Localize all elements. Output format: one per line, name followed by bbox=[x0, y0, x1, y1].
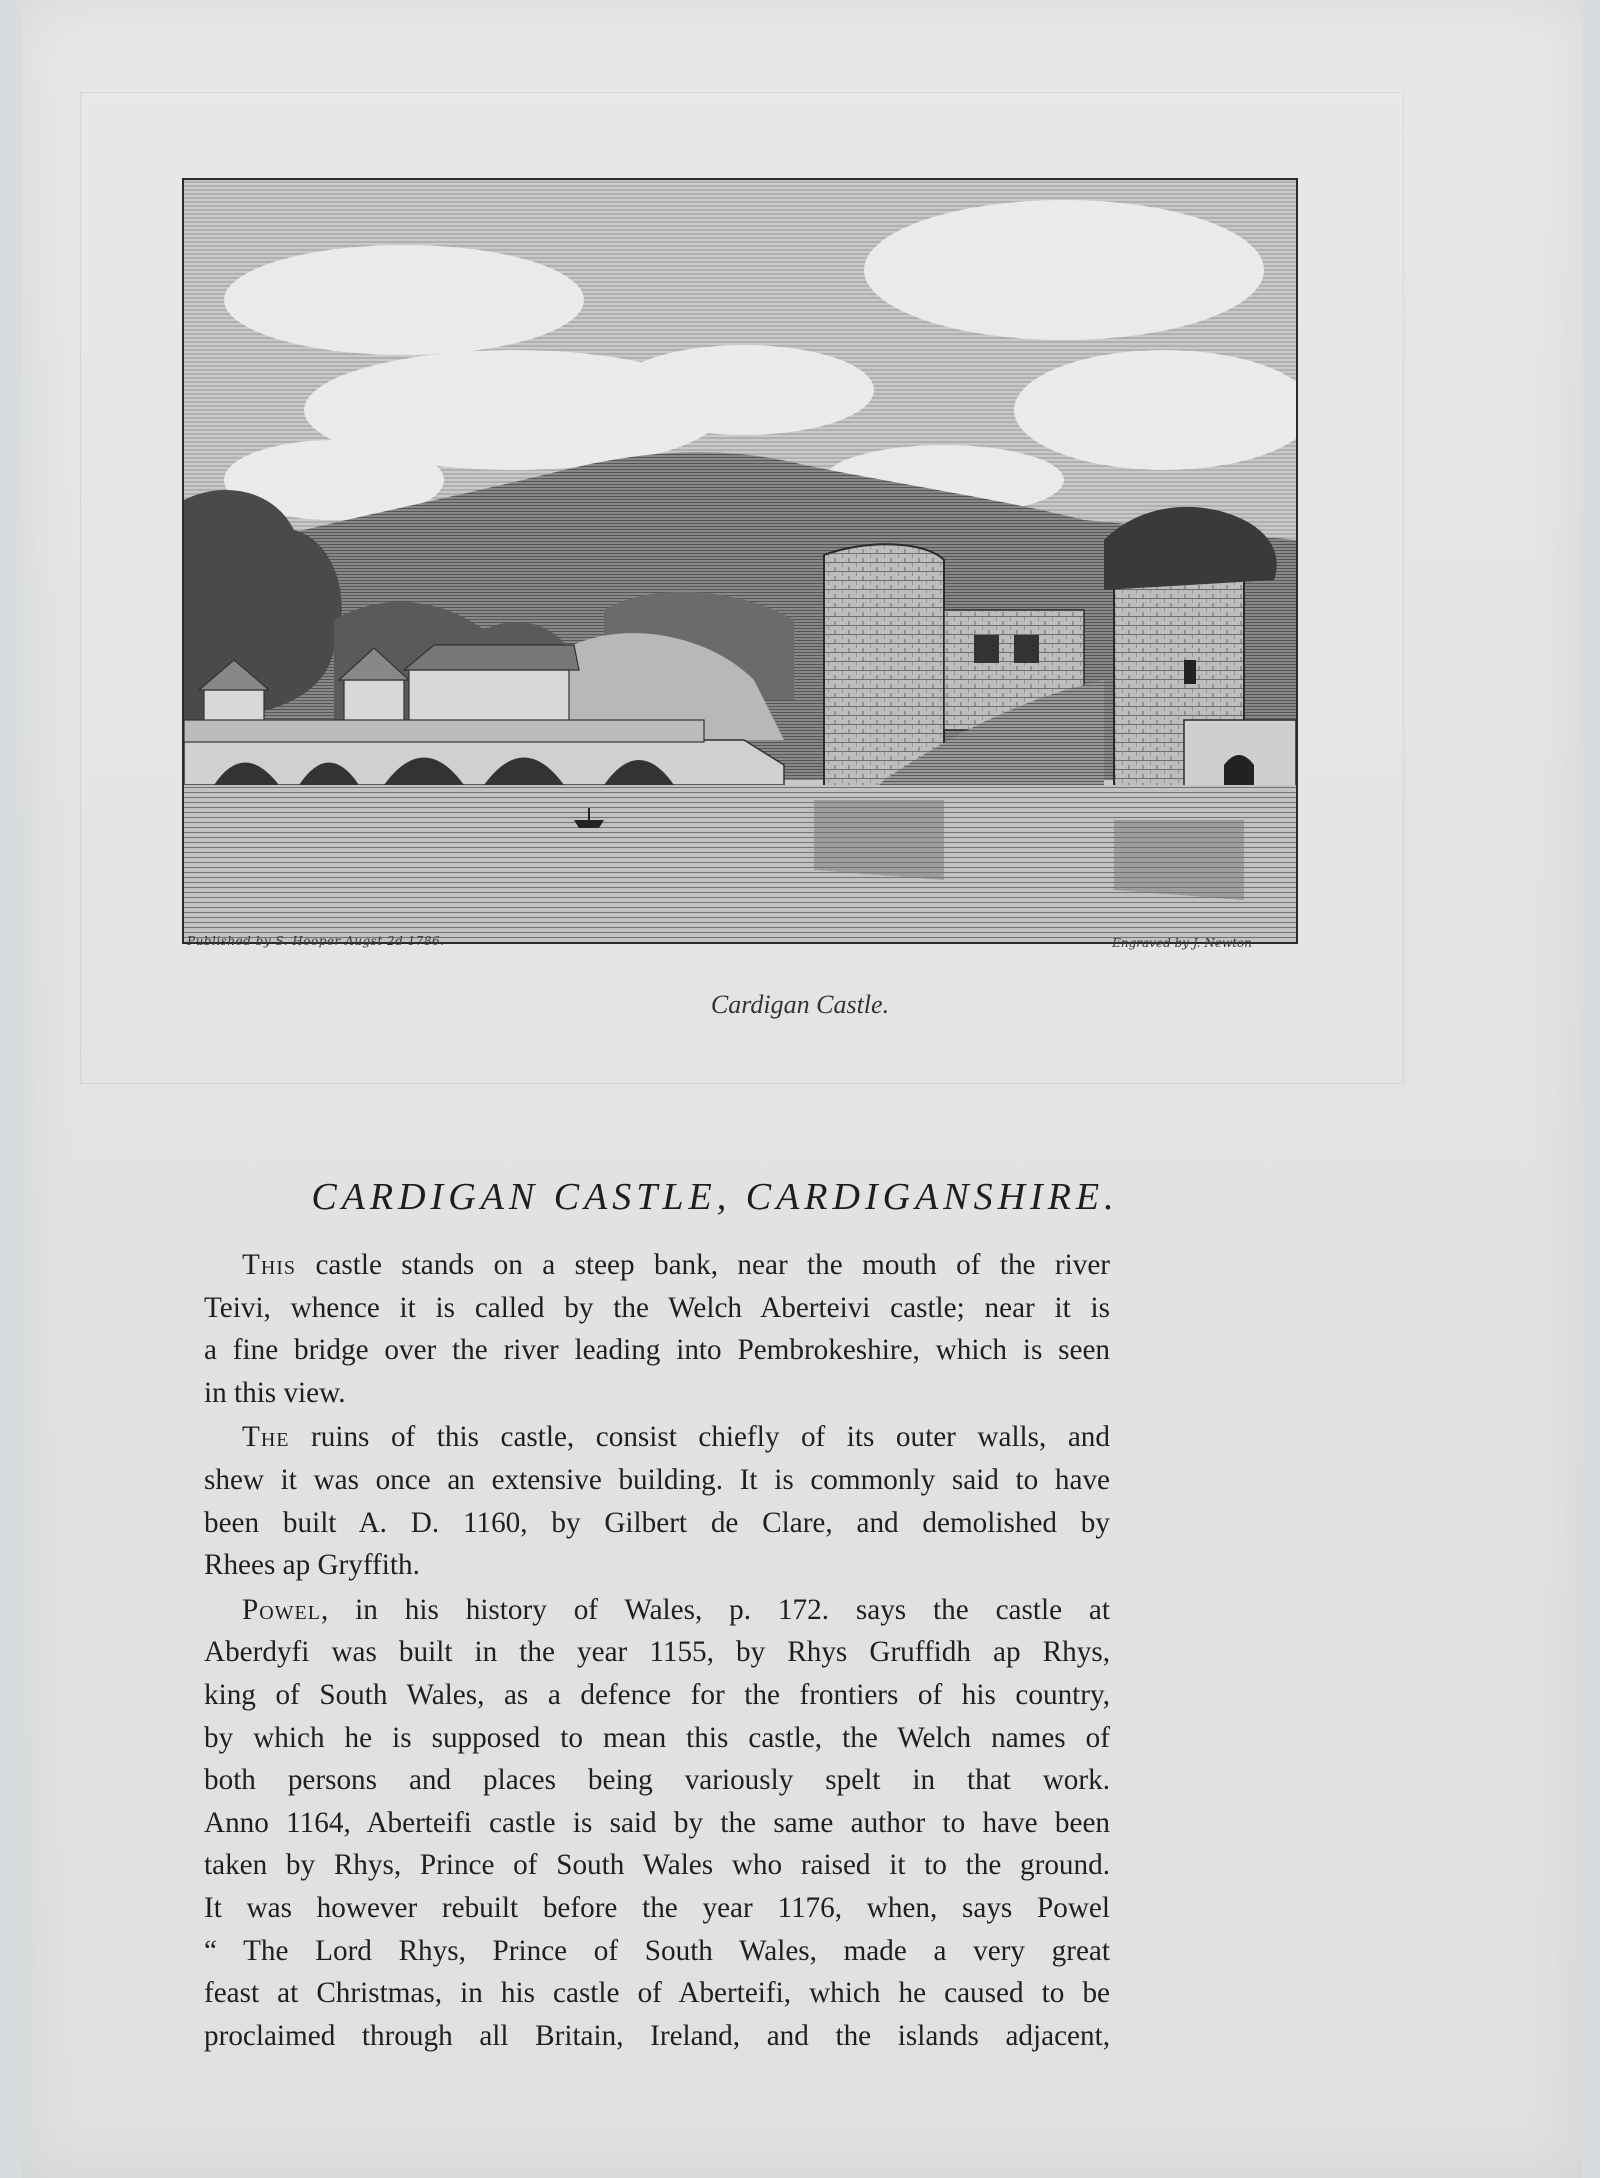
text-line: a fine bridge over the river leading into Pembrokeshire, which is seen bbox=[204, 1334, 1110, 1367]
text-line: “ The Lord Rhys, Prince of South Wales, made a very great bbox=[204, 1934, 1110, 1967]
lead-word: This bbox=[242, 1249, 297, 1281]
text-line: in this view. bbox=[204, 1376, 346, 1409]
text-line: Anno 1164, Aberteifi castle is said by the same author to have been bbox=[204, 1806, 1110, 1839]
text-line: feast at Christmas, in his castle of Aberteifi, which he caused to be bbox=[204, 1977, 1110, 2010]
engraving-cardigan-castle bbox=[182, 178, 1298, 944]
text-line: proclaimed through all Britain, Ireland, and the islands adjacent, bbox=[204, 2019, 1110, 2052]
lead-word: Powel bbox=[242, 1593, 321, 1626]
text-line: by which he is supposed to mean this castle, the Welch names of bbox=[204, 1721, 1110, 1754]
text-line: been built A. D. 1160, by Gilbert de Clare, and demolished by bbox=[204, 1506, 1110, 1539]
text-line: It was however rebuilt before the year 1176, when, says Powel bbox=[204, 1891, 1110, 1924]
article-body bbox=[166, 1244, 1110, 2059]
text-line: Powel, in his history of Wales, p. 172. says the castle at bbox=[242, 1593, 1110, 1626]
text-line: shew it was once an extensive building. It is commonly said to have bbox=[204, 1463, 1110, 1496]
text-line: Aberdyfi was built in the year 1155, by Rhys Gruffidh ap Rhys, bbox=[204, 1636, 1110, 1669]
paragraph-2 bbox=[166, 1416, 1110, 1586]
plate-caption: Cardigan Castle. bbox=[710, 990, 890, 1019]
text-line: Rhees ap Gryffith. bbox=[204, 1549, 420, 1582]
text-line: This castle stands on a steep bank, near the mouth of the river bbox=[242, 1249, 1110, 1281]
lead-word: The bbox=[242, 1421, 290, 1454]
plate-imprint-engraver: Engraved by J. Newton bbox=[1112, 936, 1252, 950]
text-line: Teivi, whence it is called by the Welch Aberteivi castle; near it is bbox=[204, 1291, 1110, 1324]
text-line: taken by Rhys, Prince of South Wales who raised it to the ground. bbox=[204, 1849, 1110, 1882]
text-line: The ruins of this castle, consist chiefly of its outer walls, and bbox=[242, 1421, 1110, 1454]
text-line: king of South Wales, as a defence for the frontiers of his country, bbox=[204, 1678, 1110, 1711]
plate-imprint-publisher: Published by S. Hooper Augst 2d 1786. bbox=[187, 934, 445, 948]
paragraph-3 bbox=[166, 1589, 1110, 2058]
text-line: both persons and places being variously spelt in that work. bbox=[204, 1764, 1110, 1797]
paragraph-1 bbox=[166, 1244, 1110, 1414]
article-heading: CARDIGAN CASTLE, CARDIGANSHIRE. bbox=[311, 1176, 1119, 1218]
